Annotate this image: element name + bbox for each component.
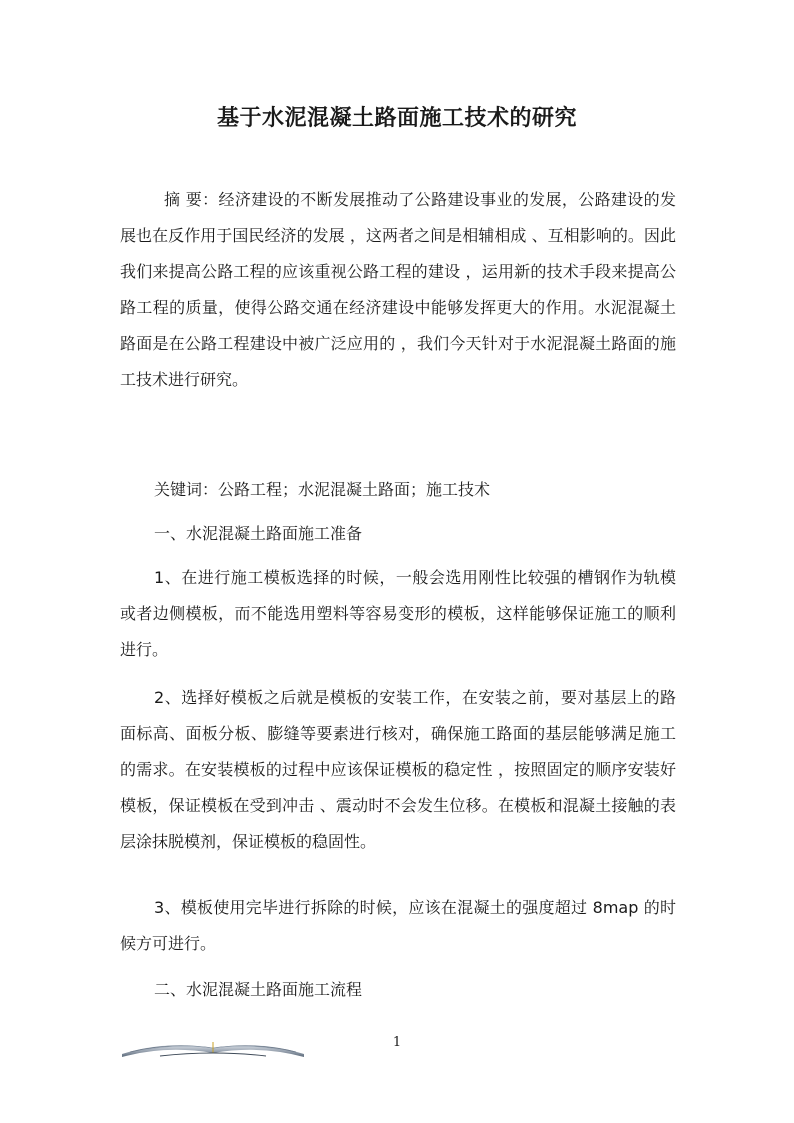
paragraph-template-removal: 3、模板使用完毕进行拆除的时候，应该在混凝土的强度超过 8map 的时候方可进行。 <box>120 898 676 953</box>
section-heading-preparation: 一、水泥混凝土路面施工准备 <box>154 524 363 543</box>
abstract-paragraph: 摘 要：经济建设的不断发展推动了公路建设事业的发展，公路建设的发展也在反作用于国民经济的发展 ，这两者之间是相辅相成 、互相影响的。因此我们来提高公路工程的应该重视公路工程的建设 ，运用新的技术手段来提高公路工程的质量，使得公路交通在经济建设中能够发挥更大的作用。水泥混凝土路面是在公路工程建设中被广泛应用的 ，我们今天针对于水泥混凝土路面的施工技术进行研究。 <box>120 190 676 389</box>
page-number: 1 <box>392 1035 402 1050</box>
keywords-line: 关键词：公路工程；水泥混凝土路面；施工技术 <box>154 480 491 499</box>
paragraph-template-selection: 1、在进行施工模板选择的时候，一般会选用刚性比较强的槽钢作为轨模或者边侧模板，而不能选用塑料等容易变形的模板，这样能够保证施工的顺利进行。 <box>120 568 676 659</box>
section-heading-process: 二、水泥混凝土路面施工流程 <box>154 980 363 999</box>
paragraph-template-installation: 2、选择好模板之后就是模板的安装工作，在安装之前，要对基层上的路面标高、面板分板、膨缝等要素进行核对，确保施工路面的基层能够满足施工的需求。在安装模板的过程中应该保证模板的稳定性 ，按照固定的顺序安装好模板，保证模板在受到冲击 、震动时不会发生位移。在模板和混凝土接触的表层涂抹脱模剂，保证模板的稳固性。 <box>120 688 676 851</box>
document-title: 基于水泥混凝土路面施工技术的研究 <box>216 106 577 131</box>
